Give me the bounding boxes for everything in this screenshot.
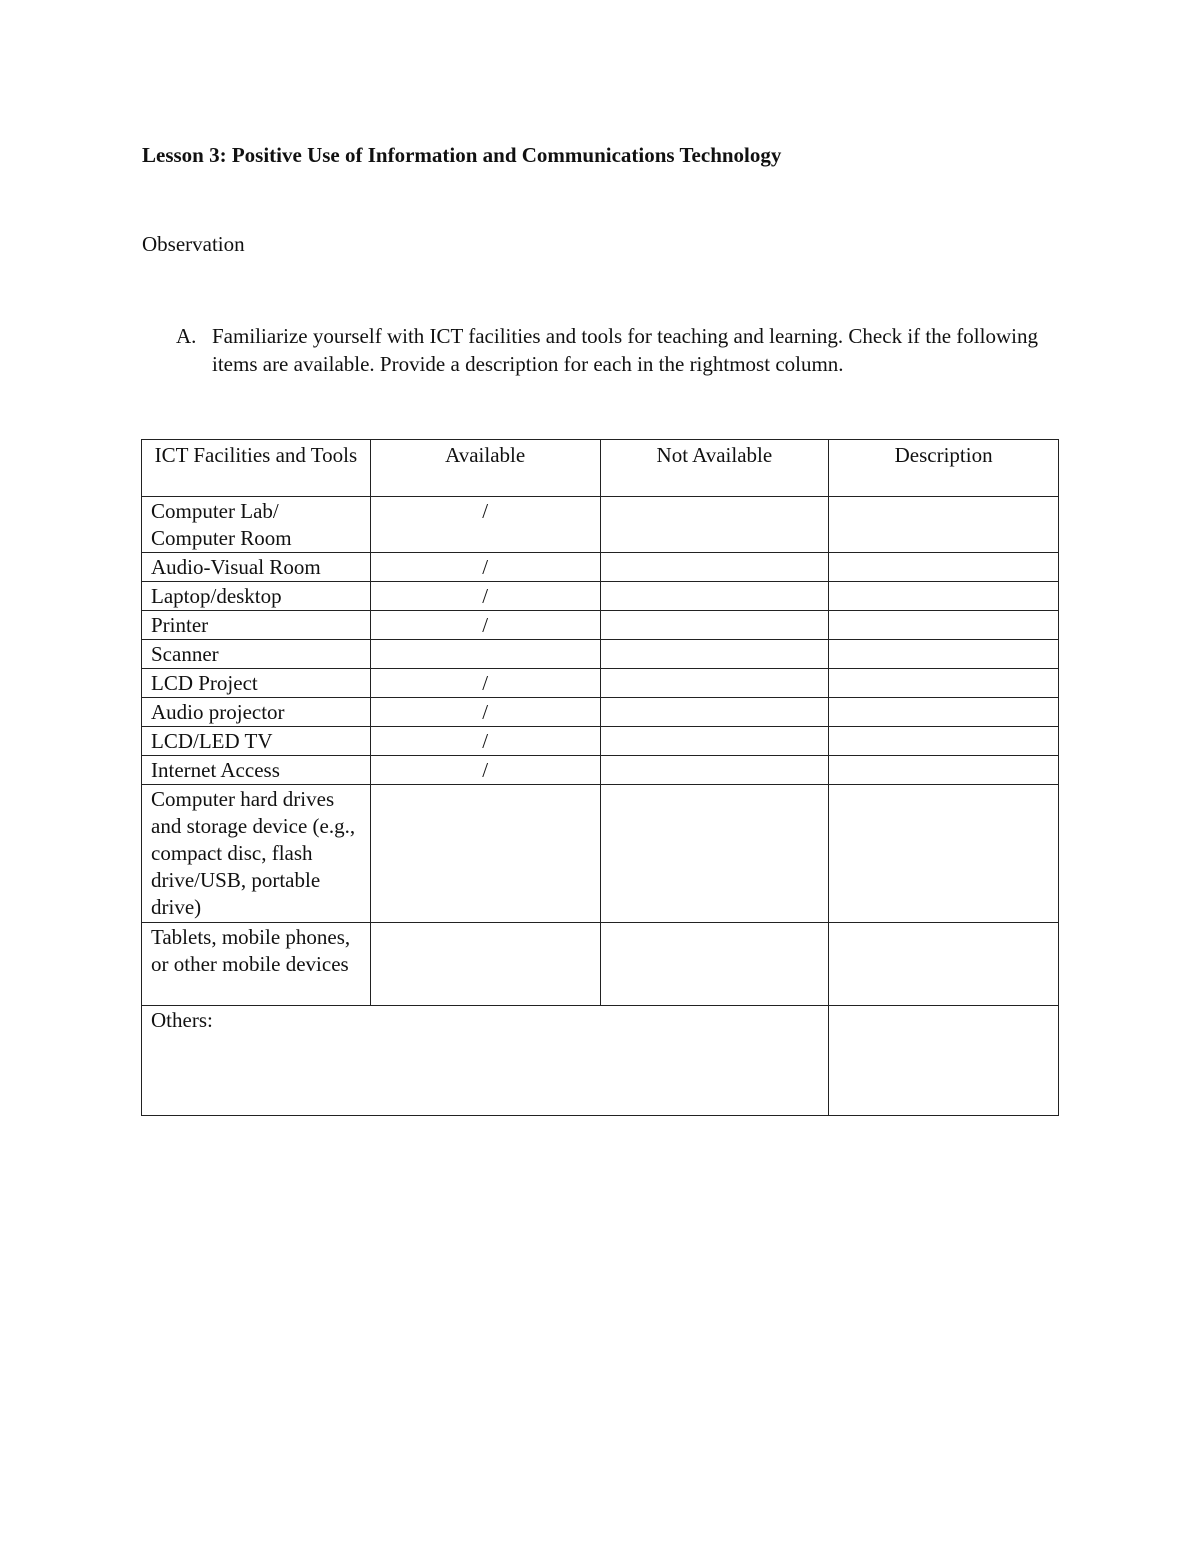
facility-cell: LCD/LED TV [142,727,371,756]
table-row [142,640,1059,669]
table-row [142,669,1059,698]
available-cell [370,640,600,669]
description-cell [829,497,1059,553]
table-row [142,756,1059,785]
header-not-available: Not Available [600,440,829,497]
table-row [142,923,1059,1006]
table-row [142,611,1059,640]
description-cell [829,611,1059,640]
not-available-cell [600,698,829,727]
available-cell: / [370,497,600,553]
header-description: Description [829,440,1059,497]
description-cell [829,756,1059,785]
facility-cell: Tablets, mobile phones, or other mobile devices [142,923,371,1006]
description-cell [829,669,1059,698]
available-cell [370,923,600,1006]
available-cell: / [370,698,600,727]
facility-cell: Audio projector [142,698,371,727]
facility-cell: Audio-Visual Room [142,553,371,582]
others-row [142,1006,1059,1116]
facility-cell: Computer Lab/ Computer Room [142,497,371,553]
facility-cell: LCD Project [142,669,371,698]
description-cell [829,923,1059,1006]
facility-cell: Internet Access [142,756,371,785]
facility-cell: Printer [142,611,371,640]
instruction-item [176,322,1056,378]
lesson-title: Lesson 3: Positive Use of Information and Communications Technology [142,143,782,167]
facility-cell: Laptop/desktop [142,582,371,611]
available-cell: / [370,727,600,756]
description-cell [829,582,1059,611]
table-row [142,553,1059,582]
table-header-row [142,440,1059,497]
description-cell [829,553,1059,582]
available-cell: / [370,669,600,698]
others-cell: Others: [142,1006,829,1116]
available-cell: / [370,582,600,611]
table-row [142,582,1059,611]
section-heading: Observation [142,232,245,256]
table-row [142,785,1059,923]
available-cell: / [370,611,600,640]
not-available-cell [600,640,829,669]
table-row [142,698,1059,727]
not-available-cell [600,669,829,698]
description-cell [829,727,1059,756]
instruction-text: Familiarize yourself with ICT facilities and tools for teaching and learning. Check if the following items are available. Provide a description for each in the rightmost column. [212,324,1038,376]
ict-facilities-table [141,439,1059,1116]
available-cell [370,785,600,923]
not-available-cell [600,756,829,785]
list-marker: A. [176,324,197,348]
not-available-cell [600,582,829,611]
description-cell [829,640,1059,669]
available-cell: / [370,553,600,582]
not-available-cell [600,923,829,1006]
not-available-cell [600,727,829,756]
not-available-cell [600,611,829,640]
others-description-cell [829,1006,1059,1116]
facility-cell: Computer hard drives and storage device (e.g., compact disc, flash drive/USB, portable drive) [142,785,371,923]
description-cell [829,785,1059,923]
not-available-cell [600,497,829,553]
header-facilities: ICT Facilities and Tools [142,440,371,497]
facility-cell: Scanner [142,640,371,669]
table-row [142,727,1059,756]
not-available-cell [600,785,829,923]
available-cell: / [370,756,600,785]
not-available-cell [600,553,829,582]
table-row [142,497,1059,553]
header-available: Available [370,440,600,497]
description-cell [829,698,1059,727]
